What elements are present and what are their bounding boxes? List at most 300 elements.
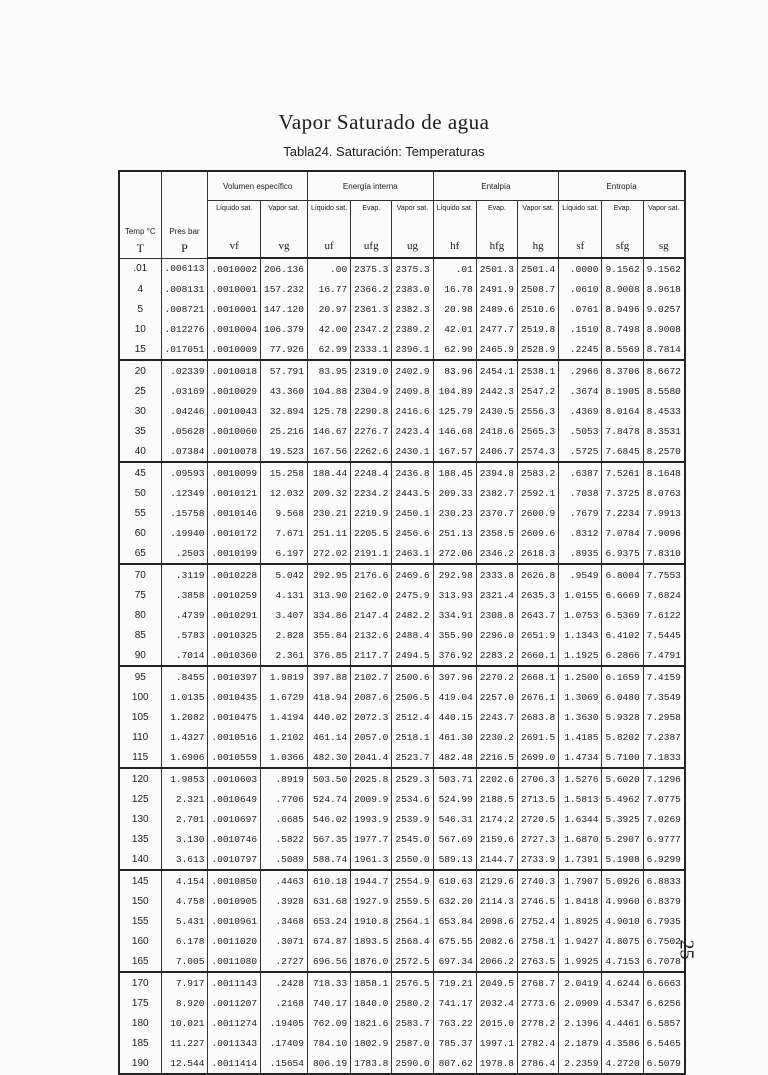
value-cell: 2491.9 xyxy=(476,279,517,299)
value-cell: 8.7814 xyxy=(643,339,685,360)
value-cell: 2547.2 xyxy=(518,381,559,401)
value-cell: .3468 xyxy=(261,911,308,931)
value-cell: 1.9819 xyxy=(261,666,308,687)
value-cell: 334.91 xyxy=(433,605,476,625)
value-cell: .0010172 xyxy=(208,523,261,543)
value-cell: 2082.6 xyxy=(476,931,517,951)
value-cell: 7.9913 xyxy=(643,503,685,523)
value-cell: 146.68 xyxy=(433,421,476,441)
temperature-cell: 145 xyxy=(119,870,161,891)
value-cell: 2489.6 xyxy=(476,299,517,319)
value-cell: .5822 xyxy=(261,829,308,849)
value-cell: 8.5569 xyxy=(602,339,643,360)
value-cell: .2168 xyxy=(261,993,308,1013)
value-cell: 7.9096 xyxy=(643,523,685,543)
value-cell: 251.13 xyxy=(433,523,476,543)
value-cell: 4.7153 xyxy=(602,951,643,972)
value-cell: 106.379 xyxy=(261,319,308,339)
value-cell: .0010905 xyxy=(208,891,261,911)
value-cell: 9.0257 xyxy=(643,299,685,319)
temperature-cell: 135 xyxy=(119,829,161,849)
value-cell: 2057.0 xyxy=(351,727,392,747)
temperature-cell: 125 xyxy=(119,789,161,809)
value-cell: 8.1905 xyxy=(602,381,643,401)
value-cell: 7.8478 xyxy=(602,421,643,441)
value-cell: .0010516 xyxy=(208,727,261,747)
table-row xyxy=(119,951,685,972)
value-cell: 5.3925 xyxy=(602,809,643,829)
value-cell: 524.74 xyxy=(307,789,350,809)
value-cell: 83.95 xyxy=(307,360,350,381)
value-cell: 2510.6 xyxy=(518,299,559,319)
value-cell: 8.6672 xyxy=(643,360,685,381)
temperature-cell: 180 xyxy=(119,1013,161,1033)
value-cell: 292.98 xyxy=(433,564,476,585)
value-cell: 2032.4 xyxy=(476,993,517,1013)
value-cell: 1.8418 xyxy=(559,891,602,911)
table-row xyxy=(119,483,685,503)
value-cell: .17409 xyxy=(261,1033,308,1053)
value-cell: 6.178 xyxy=(161,931,208,951)
value-cell: 397.88 xyxy=(307,666,350,687)
value-cell: 2361.3 xyxy=(351,299,392,319)
value-cell: 6.4102 xyxy=(602,625,643,645)
value-cell: .5089 xyxy=(261,849,308,870)
value-cell: 503.50 xyxy=(307,768,350,789)
value-cell: .006113 xyxy=(161,258,208,279)
symbol-header: hf xyxy=(433,235,476,258)
value-cell: 6.5465 xyxy=(643,1033,685,1053)
value-cell: 2500.6 xyxy=(392,666,433,687)
value-cell: .2727 xyxy=(261,951,308,972)
value-cell: 2234.2 xyxy=(351,483,392,503)
value-cell: 588.74 xyxy=(307,849,350,870)
value-cell: .0010146 xyxy=(208,503,261,523)
value-cell: 8.0763 xyxy=(643,483,685,503)
value-cell: 6.0480 xyxy=(602,687,643,707)
value-cell: 2454.1 xyxy=(476,360,517,381)
page-title: Vapor Saturado de agua xyxy=(278,110,490,134)
table-row xyxy=(119,605,685,625)
value-cell: .0011274 xyxy=(208,1013,261,1033)
value-cell: 272.02 xyxy=(307,543,350,564)
value-cell: 440.02 xyxy=(307,707,350,727)
value-cell: 2296.0 xyxy=(476,625,517,645)
value-cell: 230.23 xyxy=(433,503,476,523)
value-cell: .0010475 xyxy=(208,707,261,727)
value-cell: .0010397 xyxy=(208,666,261,687)
value-cell: 1876.0 xyxy=(351,951,392,972)
temperature-cell: 25 xyxy=(119,381,161,401)
value-cell: 1.1343 xyxy=(559,625,602,645)
temperature-cell: 130 xyxy=(119,809,161,829)
value-cell: 2443.5 xyxy=(392,483,433,503)
table-row xyxy=(119,687,685,707)
value-cell: 610.63 xyxy=(433,870,476,891)
sub-header: Evap. xyxy=(351,201,392,236)
value-cell: 1977.7 xyxy=(351,829,392,849)
value-cell: 2488.4 xyxy=(392,625,433,645)
value-cell: 6.7078 xyxy=(643,951,685,972)
value-cell: 15.258 xyxy=(261,462,308,483)
value-cell: 4.5347 xyxy=(602,993,643,1013)
value-cell: .0010018 xyxy=(208,360,261,381)
value-cell: 2.701 xyxy=(161,809,208,829)
value-cell: 1.2102 xyxy=(261,727,308,747)
value-cell: 2276.7 xyxy=(351,421,392,441)
value-cell: 4.4461 xyxy=(602,1013,643,1033)
value-cell: 2456.6 xyxy=(392,523,433,543)
value-cell: .0010746 xyxy=(208,829,261,849)
sub-header: Líquido sat. xyxy=(559,201,602,236)
value-cell: .3928 xyxy=(261,891,308,911)
value-cell: 2538.1 xyxy=(518,360,559,381)
temperature-cell: 75 xyxy=(119,585,161,605)
symbol-header: sfg xyxy=(602,235,643,258)
value-cell: 8.9008 xyxy=(602,279,643,299)
table-row xyxy=(119,462,685,483)
value-cell: .0010001 xyxy=(208,279,261,299)
temperature-cell: 95 xyxy=(119,666,161,687)
temperature-cell: 110 xyxy=(119,727,161,747)
value-cell: .2245 xyxy=(559,339,602,360)
value-cell: .03169 xyxy=(161,381,208,401)
value-cell: 62.99 xyxy=(433,339,476,360)
value-cell: .04246 xyxy=(161,401,208,421)
value-cell: 3.613 xyxy=(161,849,208,870)
value-cell: 1.9427 xyxy=(559,931,602,951)
table-header xyxy=(119,171,685,258)
table-row xyxy=(119,993,685,1013)
value-cell: 376.85 xyxy=(307,645,350,666)
value-cell: 1.4185 xyxy=(559,727,602,747)
value-cell: .15758 xyxy=(161,503,208,523)
value-cell: 6.7502 xyxy=(643,931,685,951)
value-cell: 2162.0 xyxy=(351,585,392,605)
value-cell: 2.321 xyxy=(161,789,208,809)
value-cell: .0010002 xyxy=(208,258,261,279)
value-cell: 1.6870 xyxy=(559,829,602,849)
value-cell: 785.37 xyxy=(433,1033,476,1053)
value-cell: .00 xyxy=(307,258,350,279)
value-cell: .8312 xyxy=(559,523,602,543)
value-cell: .0010649 xyxy=(208,789,261,809)
value-cell: 8.0164 xyxy=(602,401,643,421)
value-cell: 1.8925 xyxy=(559,911,602,931)
value-cell: 2668.1 xyxy=(518,666,559,687)
value-cell: 2333.1 xyxy=(351,339,392,360)
value-cell: 2114.3 xyxy=(476,891,517,911)
value-cell: .7038 xyxy=(559,483,602,503)
value-cell: 313.93 xyxy=(433,585,476,605)
value-cell: .12349 xyxy=(161,483,208,503)
saturation-table xyxy=(118,170,686,1075)
value-cell: 1840.0 xyxy=(351,993,392,1013)
value-cell: 2025.8 xyxy=(351,768,392,789)
value-cell: .0010435 xyxy=(208,687,261,707)
value-cell: 7.2958 xyxy=(643,707,685,727)
value-cell: 631.68 xyxy=(307,891,350,911)
group-header: Energía interna xyxy=(307,171,433,201)
value-cell: .0010121 xyxy=(208,483,261,503)
value-cell: 8.9008 xyxy=(643,319,685,339)
value-cell: 2430.1 xyxy=(392,441,433,462)
temperature-cell: 120 xyxy=(119,768,161,789)
value-cell: 2321.4 xyxy=(476,585,517,605)
value-cell: 461.14 xyxy=(307,727,350,747)
value-cell: 2396.1 xyxy=(392,339,433,360)
value-cell: 6.6256 xyxy=(643,993,685,1013)
value-cell: 2635.3 xyxy=(518,585,559,605)
value-cell: 2423.4 xyxy=(392,421,433,441)
value-cell: .0010099 xyxy=(208,462,261,483)
value-cell: 7.0775 xyxy=(643,789,685,809)
value-cell: .8919 xyxy=(261,768,308,789)
value-cell: 2501.4 xyxy=(518,258,559,279)
value-cell: 2676.1 xyxy=(518,687,559,707)
temperature-cell: .01 xyxy=(119,258,161,279)
value-cell: 1.4734 xyxy=(559,747,602,768)
value-cell: 2219.9 xyxy=(351,503,392,523)
value-cell: 524.99 xyxy=(433,789,476,809)
value-cell: 5.431 xyxy=(161,911,208,931)
value-cell: 8.920 xyxy=(161,993,208,1013)
value-cell: .3071 xyxy=(261,931,308,951)
lead-header-symbol: P xyxy=(181,240,188,255)
value-cell: 2102.7 xyxy=(351,666,392,687)
value-cell: 1893.5 xyxy=(351,931,392,951)
table-row xyxy=(119,401,685,421)
value-cell: 1783.8 xyxy=(351,1053,392,1074)
value-cell: 32.894 xyxy=(261,401,308,421)
temperature-cell: 10 xyxy=(119,319,161,339)
symbol-header: uf xyxy=(307,235,350,258)
value-cell: 12.032 xyxy=(261,483,308,503)
temperature-cell: 155 xyxy=(119,911,161,931)
temperature-cell: 185 xyxy=(119,1033,161,1053)
value-cell: 2416.6 xyxy=(392,401,433,421)
value-cell: 292.95 xyxy=(307,564,350,585)
value-cell: .012276 xyxy=(161,319,208,339)
table-row xyxy=(119,931,685,951)
value-cell: 1.0155 xyxy=(559,585,602,605)
value-cell: 2643.7 xyxy=(518,605,559,625)
value-cell: 251.11 xyxy=(307,523,350,543)
value-cell: 334.86 xyxy=(307,605,350,625)
value-cell: 2176.6 xyxy=(351,564,392,585)
value-cell: 1.2082 xyxy=(161,707,208,727)
page-number: 25 xyxy=(675,939,698,960)
value-cell: 1821.6 xyxy=(351,1013,392,1033)
value-cell: 6.5369 xyxy=(602,605,643,625)
table-row xyxy=(119,299,685,319)
value-cell: 6.6663 xyxy=(643,972,685,993)
value-cell: 1.1925 xyxy=(559,645,602,666)
value-cell: 25.216 xyxy=(261,421,308,441)
value-cell: 4.9010 xyxy=(602,911,643,931)
value-cell: 9.1562 xyxy=(643,258,685,279)
value-cell: 16.77 xyxy=(307,279,350,299)
table-row xyxy=(119,258,685,279)
table-row xyxy=(119,441,685,462)
table-row xyxy=(119,666,685,687)
value-cell: 2.828 xyxy=(261,625,308,645)
value-cell: 6.5857 xyxy=(643,1013,685,1033)
value-cell: 7.4159 xyxy=(643,666,685,687)
value-cell: 2191.1 xyxy=(351,543,392,564)
value-cell: 3.407 xyxy=(261,605,308,625)
value-cell: 2508.7 xyxy=(518,279,559,299)
value-cell: 7.5261 xyxy=(602,462,643,483)
value-cell: 1.6906 xyxy=(161,747,208,768)
value-cell: 230.21 xyxy=(307,503,350,523)
value-cell: 2564.1 xyxy=(392,911,433,931)
value-cell: 157.232 xyxy=(261,279,308,299)
value-cell: 397.96 xyxy=(433,666,476,687)
sub-header: Vapor sat. xyxy=(518,201,559,236)
value-cell: 2592.1 xyxy=(518,483,559,503)
table-row xyxy=(119,747,685,768)
table-row xyxy=(119,381,685,401)
value-cell: 2609.6 xyxy=(518,523,559,543)
value-cell: 42.00 xyxy=(307,319,350,339)
value-cell: 2580.2 xyxy=(392,993,433,1013)
value-cell: 2518.1 xyxy=(392,727,433,747)
value-cell: 188.45 xyxy=(433,462,476,483)
value-cell: 2583.2 xyxy=(518,462,559,483)
value-cell: 2773.6 xyxy=(518,993,559,1013)
value-cell: 2683.8 xyxy=(518,707,559,727)
value-cell: 2733.9 xyxy=(518,849,559,870)
value-cell: .4463 xyxy=(261,870,308,891)
value-cell: 4.758 xyxy=(161,891,208,911)
value-cell: 675.55 xyxy=(433,931,476,951)
value-cell: 2389.2 xyxy=(392,319,433,339)
lead-header-label: Pres bar xyxy=(169,226,200,236)
temperature-cell: 5 xyxy=(119,299,161,319)
value-cell: 7.2387 xyxy=(643,727,685,747)
value-cell: .0011207 xyxy=(208,993,261,1013)
sub-header: Vapor sat. xyxy=(643,201,685,236)
value-cell: .0010259 xyxy=(208,585,261,605)
temperature-cell: 140 xyxy=(119,849,161,870)
value-cell: 610.18 xyxy=(307,870,350,891)
value-cell: 376.92 xyxy=(433,645,476,666)
value-cell: 167.57 xyxy=(433,441,476,462)
temperature-cell: 100 xyxy=(119,687,161,707)
value-cell: 2600.9 xyxy=(518,503,559,523)
temperature-cell: 190 xyxy=(119,1053,161,1074)
value-cell: 6.9299 xyxy=(643,849,685,870)
value-cell: 418.94 xyxy=(307,687,350,707)
value-cell: 2450.1 xyxy=(392,503,433,523)
value-cell: 5.6020 xyxy=(602,768,643,789)
value-cell: 355.84 xyxy=(307,625,350,645)
value-cell: 741.17 xyxy=(433,993,476,1013)
value-cell: 2727.3 xyxy=(518,829,559,849)
table-row xyxy=(119,360,685,381)
value-cell: .0010603 xyxy=(208,768,261,789)
value-cell: .0010009 xyxy=(208,339,261,360)
value-cell: 7.3725 xyxy=(602,483,643,503)
value-cell: .0010850 xyxy=(208,870,261,891)
temperature-cell: 40 xyxy=(119,441,161,462)
value-cell: 2436.8 xyxy=(392,462,433,483)
value-cell: 1.5276 xyxy=(559,768,602,789)
lead-header-symbol: T xyxy=(136,240,144,255)
value-cell: 5.9328 xyxy=(602,707,643,727)
value-cell: 125.79 xyxy=(433,401,476,421)
value-cell: 2041.4 xyxy=(351,747,392,768)
value-cell: 2626.8 xyxy=(518,564,559,585)
value-cell: 2590.0 xyxy=(392,1053,433,1074)
value-cell: 2117.7 xyxy=(351,645,392,666)
value-cell: 740.17 xyxy=(307,993,350,1013)
value-cell: 5.042 xyxy=(261,564,308,585)
value-cell: 2713.5 xyxy=(518,789,559,809)
value-cell: 272.06 xyxy=(433,543,476,564)
value-cell: .7679 xyxy=(559,503,602,523)
value-cell: .3674 xyxy=(559,381,602,401)
value-cell: 1978.8 xyxy=(476,1053,517,1074)
value-cell: 2782.4 xyxy=(518,1033,559,1053)
value-cell: 8.5580 xyxy=(643,381,685,401)
value-cell: 567.35 xyxy=(307,829,350,849)
value-cell: 2.0419 xyxy=(559,972,602,993)
value-cell: 461.30 xyxy=(433,727,476,747)
value-cell: 1.6344 xyxy=(559,809,602,829)
value-cell: 2534.6 xyxy=(392,789,433,809)
value-cell: .008131 xyxy=(161,279,208,299)
value-cell: 4.2720 xyxy=(602,1053,643,1074)
value-cell: 2506.5 xyxy=(392,687,433,707)
table-row xyxy=(119,523,685,543)
value-cell: .0610 xyxy=(559,279,602,299)
value-cell: 2465.9 xyxy=(476,339,517,360)
table-row xyxy=(119,645,685,666)
value-cell: 209.33 xyxy=(433,483,476,503)
value-cell: 806.19 xyxy=(307,1053,350,1074)
table-row xyxy=(119,1013,685,1033)
value-cell: 1.7907 xyxy=(559,870,602,891)
value-cell: 2778.2 xyxy=(518,1013,559,1033)
group-header: Entalpía xyxy=(433,171,559,201)
value-cell: 16.78 xyxy=(433,279,476,299)
value-cell: .0011414 xyxy=(208,1053,261,1074)
value-cell: 2382.3 xyxy=(392,299,433,319)
value-cell: .2966 xyxy=(559,360,602,381)
value-cell: 19.523 xyxy=(261,441,308,462)
value-cell: 8.1648 xyxy=(643,462,685,483)
value-cell: 2402.9 xyxy=(392,360,433,381)
value-cell: 2049.5 xyxy=(476,972,517,993)
temperature-cell: 160 xyxy=(119,931,161,951)
value-cell: 42.01 xyxy=(433,319,476,339)
table-row xyxy=(119,891,685,911)
value-cell: 2009.9 xyxy=(351,789,392,809)
table-row xyxy=(119,809,685,829)
value-cell: .6387 xyxy=(559,462,602,483)
value-cell: 77.926 xyxy=(261,339,308,360)
value-cell: 4.9960 xyxy=(602,891,643,911)
value-cell: 2409.8 xyxy=(392,381,433,401)
value-cell: 10.021 xyxy=(161,1013,208,1033)
group-header: Volumen específico xyxy=(208,171,308,201)
value-cell: 2568.4 xyxy=(392,931,433,951)
value-cell: 8.3706 xyxy=(602,360,643,381)
value-cell: 2205.5 xyxy=(351,523,392,543)
temperature-cell: 175 xyxy=(119,993,161,1013)
